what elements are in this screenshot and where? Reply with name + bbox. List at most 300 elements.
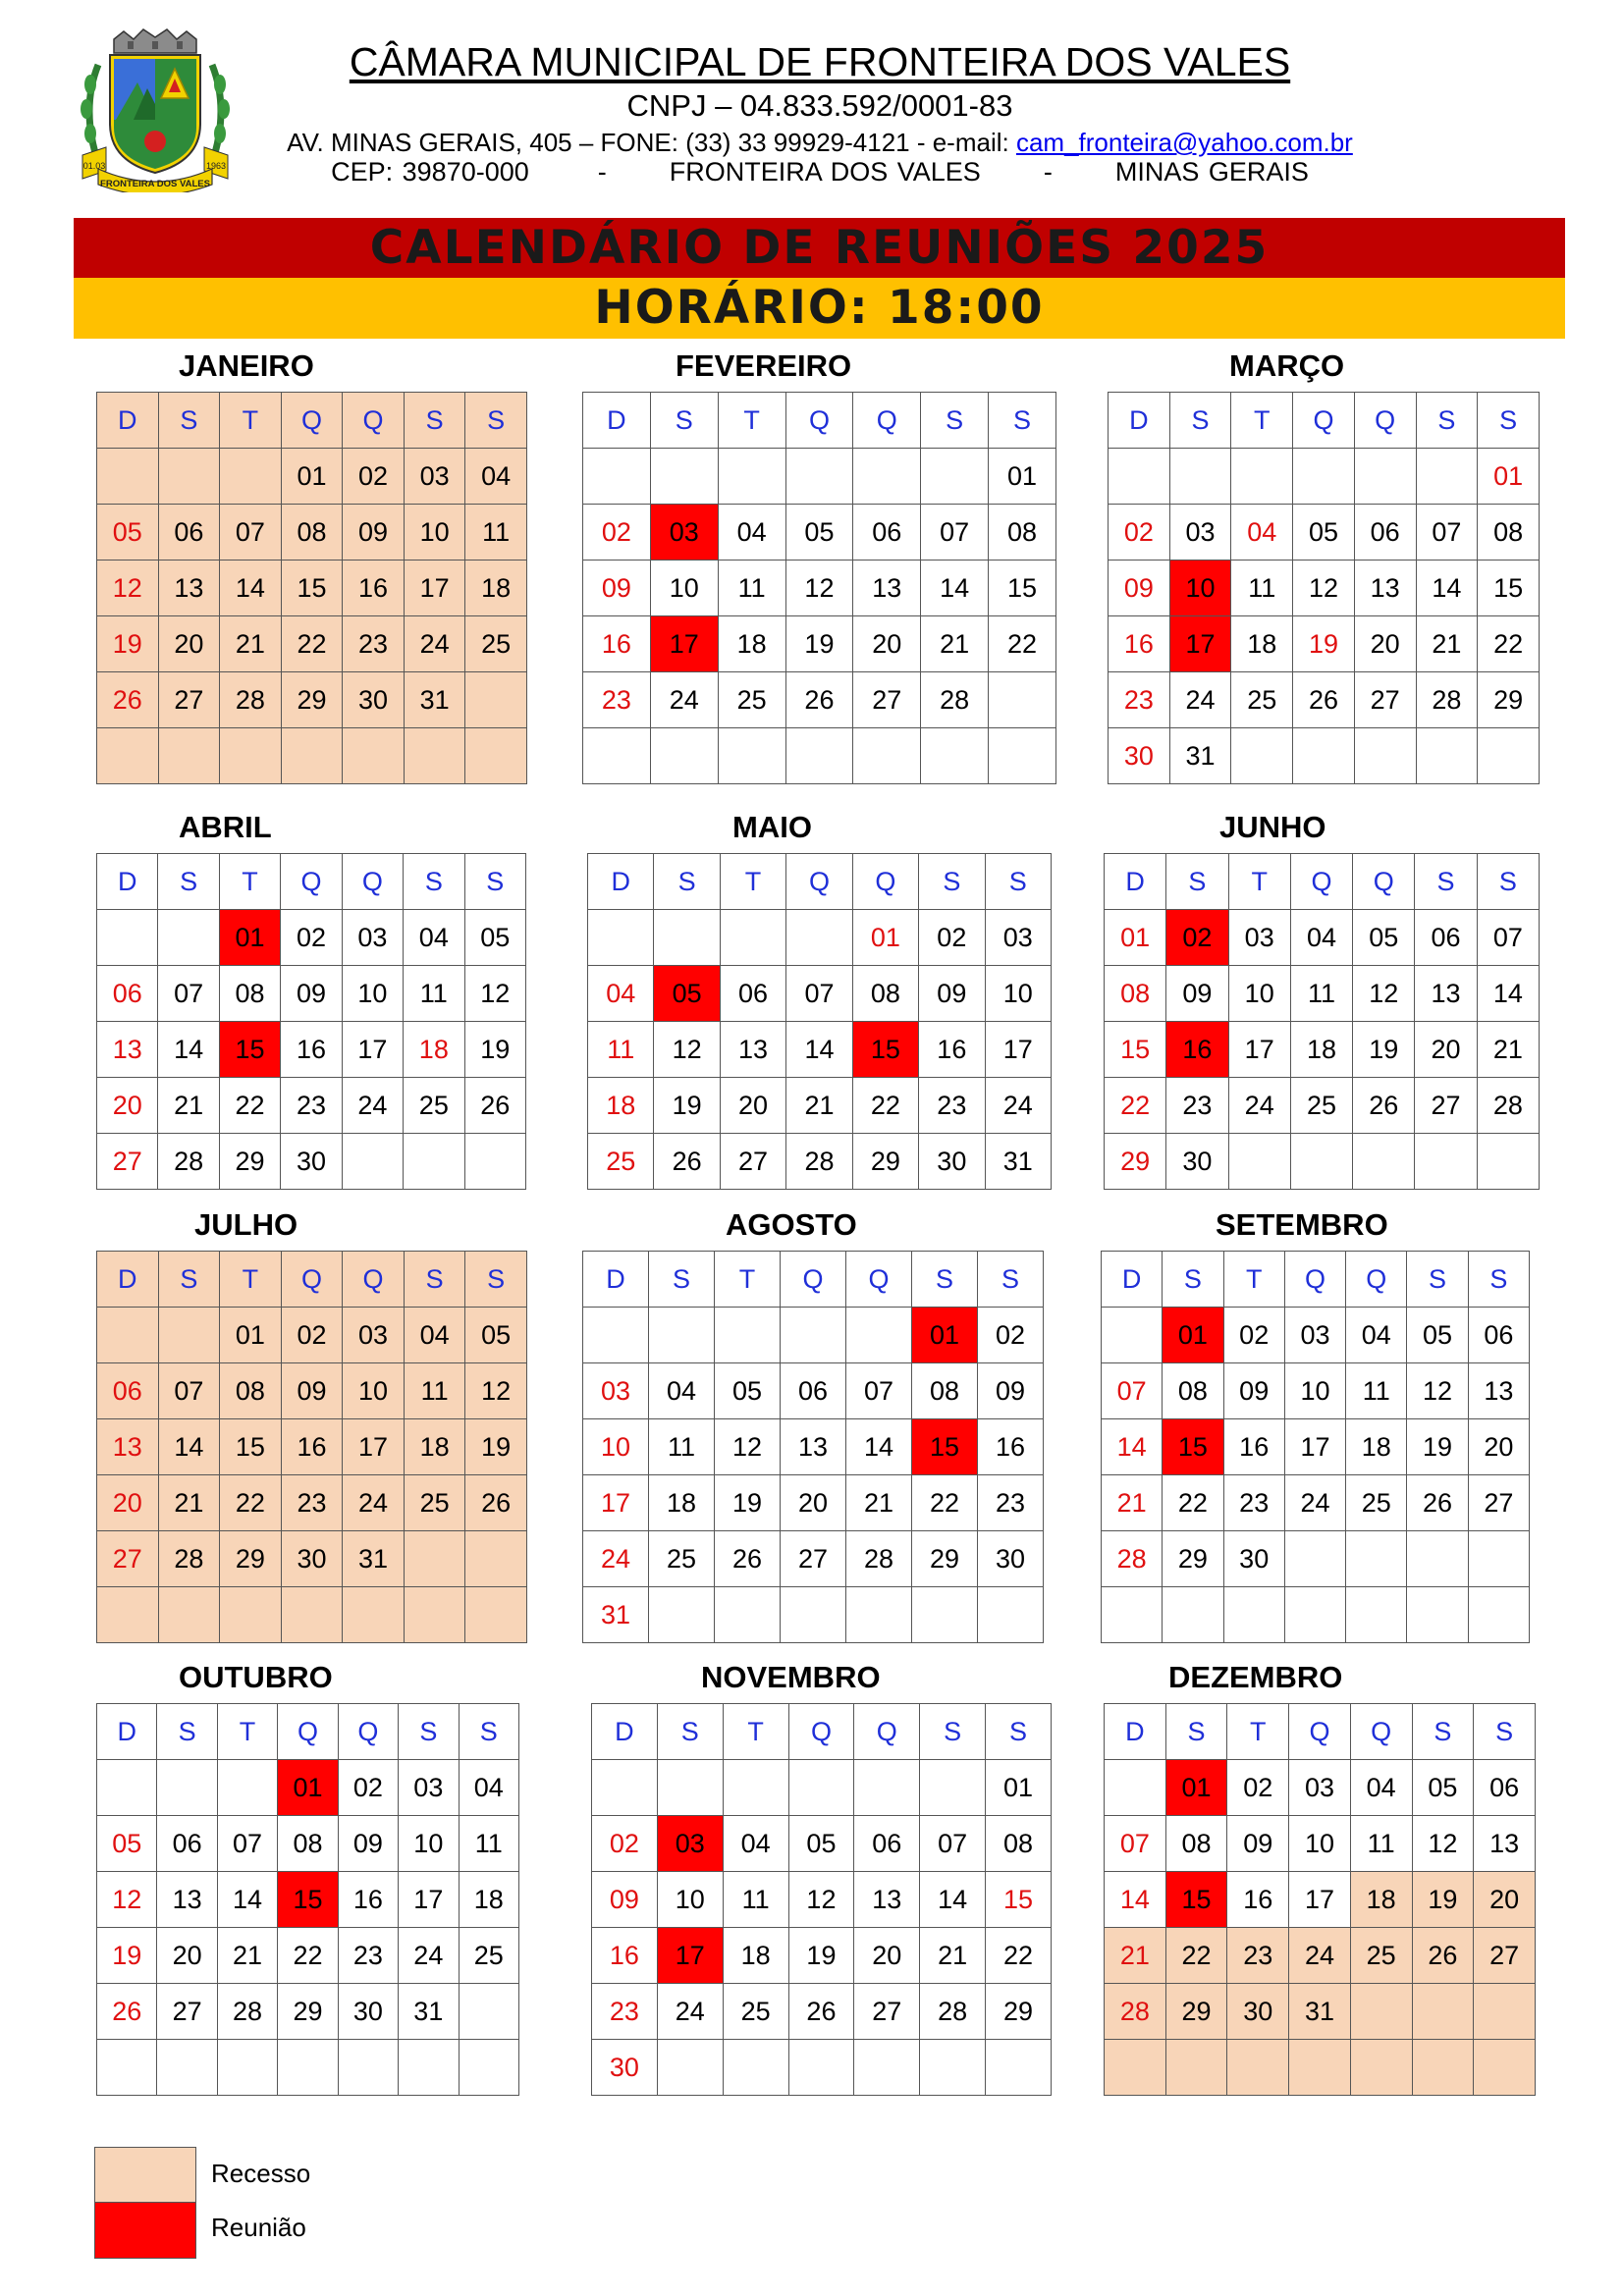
cep-separator: - xyxy=(1043,157,1053,187)
empty-day-cell xyxy=(921,728,989,784)
weekday-header: Q xyxy=(342,854,403,910)
day-cell: 17 xyxy=(985,1022,1051,1078)
day-cell: 04 xyxy=(404,910,464,966)
day-cell: 25 xyxy=(588,1134,654,1190)
empty-day-cell xyxy=(1165,2040,1227,2096)
empty-day-cell xyxy=(1354,728,1416,784)
day-cell: 30 xyxy=(281,1134,342,1190)
day-cell: 25 xyxy=(404,1475,465,1531)
empty-day-cell xyxy=(1223,1587,1284,1643)
day-cell: 13 xyxy=(781,1419,846,1475)
day-cell: 05 xyxy=(97,1816,157,1872)
day-cell: 16 xyxy=(583,616,651,672)
day-cell: 09 xyxy=(1109,561,1170,616)
day-cell: 23 xyxy=(1109,672,1170,728)
day-cell: 12 xyxy=(785,561,853,616)
day-cell: 14 xyxy=(1416,561,1478,616)
day-cell: 06 xyxy=(853,505,921,561)
day-cell: 12 xyxy=(1412,1816,1474,1872)
empty-day-cell xyxy=(846,1587,912,1643)
weekday-header: S xyxy=(1412,1704,1474,1760)
day-cell: 18 xyxy=(1231,616,1293,672)
recess-day-cell: 20 xyxy=(1474,1872,1536,1928)
day-cell: 29 xyxy=(912,1531,978,1587)
weekday-header: Q xyxy=(343,393,405,449)
recess-day-cell: 30 xyxy=(1227,1984,1289,2040)
empty-day-cell xyxy=(1227,2040,1289,2096)
empty-day-cell xyxy=(1346,1531,1407,1587)
day-cell: 19 xyxy=(465,1419,527,1475)
day-cell: 29 xyxy=(852,1134,918,1190)
day-cell: 25 xyxy=(649,1531,715,1587)
empty-day-cell xyxy=(1407,1531,1468,1587)
meeting-day-cell: 15 xyxy=(219,1022,280,1078)
day-cell: 27 xyxy=(854,1984,920,2040)
empty-day-cell xyxy=(157,2040,217,2096)
weekday-header: S xyxy=(399,1704,459,1760)
empty-day-cell xyxy=(788,2040,854,2096)
day-cell: 01 xyxy=(220,1308,282,1363)
day-cell: 06 xyxy=(781,1363,846,1419)
day-cell: 12 xyxy=(654,1022,720,1078)
day-cell: 06 xyxy=(1468,1308,1529,1363)
day-cell: 07 xyxy=(920,1816,986,1872)
day-cell: 20 xyxy=(1468,1419,1529,1475)
day-cell: 24 xyxy=(1228,1078,1290,1134)
day-cell: 06 xyxy=(1474,1760,1536,1816)
empty-day-cell xyxy=(989,728,1056,784)
month-grid xyxy=(582,1251,1044,1643)
weekday-header: T xyxy=(718,393,785,449)
day-cell: 10 xyxy=(404,505,465,561)
weekday-header: Q xyxy=(1284,1252,1345,1308)
day-cell: 14 xyxy=(1102,1419,1163,1475)
recess-day-cell: 18 xyxy=(1350,1872,1412,1928)
recess-day-cell: 28 xyxy=(1105,1984,1166,2040)
day-cell: 15 xyxy=(1105,1022,1166,1078)
day-cell: 04 xyxy=(465,449,527,505)
day-cell: 14 xyxy=(846,1419,912,1475)
meeting-day-cell: 15 xyxy=(1165,1872,1227,1928)
weekday-header: T xyxy=(1227,1704,1289,1760)
day-cell: 02 xyxy=(1227,1760,1289,1816)
day-cell: 23 xyxy=(281,1078,342,1134)
day-cell: 19 xyxy=(788,1928,854,1984)
weekday-header: S xyxy=(1169,393,1231,449)
month-grid xyxy=(1104,1703,1536,2096)
day-cell: 03 xyxy=(985,910,1051,966)
day-cell: 04 xyxy=(1350,1760,1412,1816)
empty-day-cell xyxy=(97,449,159,505)
day-cell: 27 xyxy=(158,672,220,728)
weekday-header: S xyxy=(1415,854,1477,910)
day-cell: 22 xyxy=(1105,1078,1166,1134)
day-cell: 08 xyxy=(219,966,280,1022)
day-cell: 16 xyxy=(1109,616,1170,672)
empty-day-cell xyxy=(1468,1531,1529,1587)
day-cell: 24 xyxy=(1169,672,1231,728)
day-cell: 30 xyxy=(1223,1531,1284,1587)
day-cell: 11 xyxy=(1350,1816,1412,1872)
meeting-day-cell: 05 xyxy=(654,966,720,1022)
day-cell: 09 xyxy=(281,966,342,1022)
day-cell: 09 xyxy=(1166,966,1228,1022)
day-cell: 30 xyxy=(281,1531,343,1587)
meeting-day-cell: 17 xyxy=(657,1928,723,1984)
day-cell: 07 xyxy=(1102,1363,1163,1419)
day-cell: 26 xyxy=(715,1531,781,1587)
day-cell: 17 xyxy=(399,1872,459,1928)
recess-day-cell: 21 xyxy=(1105,1928,1166,1984)
day-cell: 22 xyxy=(220,1475,282,1531)
day-cell: 12 xyxy=(1353,966,1415,1022)
day-cell: 12 xyxy=(464,966,525,1022)
empty-day-cell xyxy=(404,728,465,784)
day-cell: 20 xyxy=(97,1475,159,1531)
day-cell: 29 xyxy=(986,1984,1052,2040)
empty-day-cell xyxy=(1412,2040,1474,2096)
empty-day-cell xyxy=(465,1531,527,1587)
empty-day-cell xyxy=(583,728,651,784)
day-cell: 16 xyxy=(1227,1872,1289,1928)
day-cell: 09 xyxy=(338,1816,398,1872)
day-cell: 19 xyxy=(97,1928,157,1984)
meeting-time-banner: HORÁRIO: 18:00 xyxy=(74,278,1565,339)
day-cell: 25 xyxy=(1231,672,1293,728)
weekday-header: D xyxy=(1105,1704,1166,1760)
weekday-header: S xyxy=(1468,1252,1529,1308)
day-cell: 24 xyxy=(404,616,465,672)
day-cell: 22 xyxy=(986,1928,1052,1984)
cnpj-line: CNPJ – 04.833.592/0001-83 xyxy=(626,88,1013,123)
recess-day-cell: 31 xyxy=(1289,1984,1351,2040)
day-cell: 04 xyxy=(1231,505,1293,561)
month-grid xyxy=(96,1703,519,2096)
month-name: NOVEMBRO xyxy=(701,1660,881,1694)
day-cell: 08 xyxy=(912,1363,978,1419)
day-cell: 18 xyxy=(459,1872,518,1928)
day-cell: 31 xyxy=(343,1531,405,1587)
empty-day-cell xyxy=(786,910,852,966)
weekday-header: S xyxy=(919,854,985,910)
day-cell: 18 xyxy=(718,616,785,672)
day-cell: 23 xyxy=(281,1475,343,1531)
day-cell: 05 xyxy=(1293,505,1355,561)
weekday-header: S xyxy=(978,1252,1044,1308)
day-cell: 15 xyxy=(220,1419,282,1475)
month-grid xyxy=(1101,1251,1530,1643)
day-cell: 22 xyxy=(281,616,343,672)
day-cell: 17 xyxy=(1228,1022,1290,1078)
empty-day-cell xyxy=(97,1760,157,1816)
day-cell: 06 xyxy=(97,966,158,1022)
day-cell: 03 xyxy=(1228,910,1290,966)
empty-day-cell xyxy=(854,1760,920,1816)
institution-title: CÂMARA MUNICIPAL DE FRONTEIRA DOS VALES xyxy=(349,39,1291,84)
day-cell: 26 xyxy=(1353,1078,1415,1134)
day-cell: 03 xyxy=(342,910,403,966)
month-name: FEVEREIRO xyxy=(676,348,852,383)
recess-day-cell: 27 xyxy=(1474,1928,1536,1984)
weekday-header: S xyxy=(654,854,720,910)
day-cell: 08 xyxy=(852,966,918,1022)
day-cell: 24 xyxy=(1284,1475,1345,1531)
day-cell: 23 xyxy=(919,1078,985,1134)
day-cell: 12 xyxy=(97,1872,157,1928)
day-cell: 25 xyxy=(723,1984,788,2040)
day-cell: 21 xyxy=(217,1928,277,1984)
day-cell: 29 xyxy=(220,1531,282,1587)
day-cell: 16 xyxy=(592,1928,658,1984)
empty-day-cell xyxy=(459,1984,518,2040)
day-cell: 06 xyxy=(1415,910,1477,966)
day-cell: 18 xyxy=(649,1475,715,1531)
day-cell: 19 xyxy=(715,1475,781,1531)
day-cell: 02 xyxy=(281,1308,343,1363)
empty-day-cell xyxy=(715,1587,781,1643)
day-cell: 08 xyxy=(1163,1363,1223,1419)
day-cell: 13 xyxy=(1474,1816,1536,1872)
day-cell: 13 xyxy=(1354,561,1416,616)
empty-day-cell xyxy=(978,1587,1044,1643)
weekday-header: Q xyxy=(853,393,921,449)
day-cell: 22 xyxy=(1478,616,1540,672)
day-cell: 13 xyxy=(157,1872,217,1928)
meeting-day-cell: 01 xyxy=(1163,1308,1223,1363)
empty-day-cell xyxy=(921,449,989,505)
day-cell: 14 xyxy=(921,561,989,616)
weekday-header: Q xyxy=(1290,854,1352,910)
empty-day-cell xyxy=(785,728,853,784)
day-cell: 30 xyxy=(338,1984,398,2040)
day-cell: 10 xyxy=(399,1816,459,1872)
day-cell: 31 xyxy=(1169,728,1231,784)
day-cell: 11 xyxy=(404,966,464,1022)
day-cell: 07 xyxy=(846,1363,912,1419)
empty-day-cell xyxy=(158,449,220,505)
weekday-header: S xyxy=(158,1252,220,1308)
meeting-day-cell: 03 xyxy=(657,1816,723,1872)
day-cell: 29 xyxy=(281,672,343,728)
empty-day-cell xyxy=(723,1760,788,1816)
crest-ribbon-text: FRONTEIRA DOS VALES xyxy=(100,179,210,189)
meeting-day-cell: 16 xyxy=(1166,1022,1228,1078)
day-cell: 16 xyxy=(281,1022,342,1078)
empty-day-cell xyxy=(158,910,219,966)
month-grid xyxy=(96,853,526,1190)
empty-day-cell xyxy=(912,1587,978,1643)
day-cell: 07 xyxy=(220,505,282,561)
empty-day-cell xyxy=(459,2040,518,2096)
weekday-header: D xyxy=(588,854,654,910)
day-cell: 24 xyxy=(985,1078,1051,1134)
day-cell: 05 xyxy=(97,505,159,561)
day-cell: 20 xyxy=(720,1078,785,1134)
day-cell: 01 xyxy=(989,449,1056,505)
day-cell: 02 xyxy=(343,449,405,505)
day-cell: 14 xyxy=(158,1419,220,1475)
empty-day-cell xyxy=(1228,1134,1290,1190)
weekday-header: S xyxy=(921,393,989,449)
empty-day-cell xyxy=(853,449,921,505)
day-cell: 29 xyxy=(278,1984,338,2040)
day-cell: 26 xyxy=(654,1134,720,1190)
day-cell: 13 xyxy=(1415,966,1477,1022)
day-cell: 19 xyxy=(785,616,853,672)
day-cell: 23 xyxy=(978,1475,1044,1531)
empty-day-cell xyxy=(404,1587,465,1643)
day-cell: 29 xyxy=(1105,1134,1166,1190)
empty-day-cell xyxy=(342,1134,403,1190)
day-cell: 28 xyxy=(220,672,282,728)
recess-day-cell: 19 xyxy=(1412,1872,1474,1928)
day-cell: 03 xyxy=(1169,505,1231,561)
day-cell: 10 xyxy=(657,1872,723,1928)
day-cell: 27 xyxy=(1354,672,1416,728)
day-cell: 28 xyxy=(786,1134,852,1190)
empty-day-cell xyxy=(920,2040,986,2096)
empty-day-cell xyxy=(1109,449,1170,505)
day-cell: 09 xyxy=(281,1363,343,1419)
day-cell: 21 xyxy=(846,1475,912,1531)
empty-day-cell xyxy=(1415,1134,1477,1190)
day-cell: 11 xyxy=(723,1872,788,1928)
empty-day-cell xyxy=(281,1587,343,1643)
day-cell: 29 xyxy=(1478,672,1540,728)
day-cell: 25 xyxy=(459,1928,518,1984)
day-cell: 18 xyxy=(588,1078,654,1134)
day-cell: 28 xyxy=(1477,1078,1539,1134)
day-cell: 06 xyxy=(1354,505,1416,561)
weekday-header: D xyxy=(97,393,159,449)
day-cell: 06 xyxy=(157,1816,217,1872)
day-cell: 20 xyxy=(157,1928,217,1984)
day-cell: 11 xyxy=(588,1022,654,1078)
day-cell: 08 xyxy=(1105,966,1166,1022)
month-grid xyxy=(587,853,1052,1190)
meeting-day-cell: 15 xyxy=(852,1022,918,1078)
weekday-header: S xyxy=(157,1704,217,1760)
day-cell: 27 xyxy=(97,1531,159,1587)
empty-day-cell xyxy=(399,2040,459,2096)
empty-day-cell xyxy=(1284,1531,1345,1587)
weekday-header: T xyxy=(217,1704,277,1760)
day-cell: 25 xyxy=(404,1078,464,1134)
day-cell: 27 xyxy=(1468,1475,1529,1531)
empty-day-cell xyxy=(650,449,718,505)
day-cell: 25 xyxy=(465,616,527,672)
weekday-header: S xyxy=(158,393,220,449)
day-cell: 01 xyxy=(281,449,343,505)
empty-day-cell xyxy=(781,1587,846,1643)
day-cell: 18 xyxy=(404,1022,464,1078)
weekday-header: D xyxy=(1105,854,1166,910)
empty-day-cell xyxy=(846,1308,912,1363)
weekday-header: T xyxy=(1223,1252,1284,1308)
empty-day-cell xyxy=(1163,1587,1223,1643)
weekday-header: Q xyxy=(1289,1704,1351,1760)
weekday-header: D xyxy=(583,393,651,449)
day-cell: 27 xyxy=(781,1531,846,1587)
day-cell: 15 xyxy=(989,561,1056,616)
day-cell: 21 xyxy=(220,616,282,672)
empty-day-cell xyxy=(1231,728,1293,784)
day-cell: 24 xyxy=(399,1928,459,1984)
weekday-header: S xyxy=(649,1252,715,1308)
weekday-header: S xyxy=(985,854,1051,910)
month-grid xyxy=(1108,392,1540,784)
empty-day-cell xyxy=(97,910,158,966)
recess-day-cell: 26 xyxy=(1412,1928,1474,1984)
month-name: JULHO xyxy=(194,1207,298,1242)
weekday-header: Q xyxy=(785,393,853,449)
day-cell: 08 xyxy=(278,1816,338,1872)
weekday-header: Q xyxy=(281,393,343,449)
day-cell: 06 xyxy=(720,966,785,1022)
day-cell: 14 xyxy=(158,1022,219,1078)
day-cell: 19 xyxy=(1353,1022,1415,1078)
month-grid xyxy=(96,392,527,784)
day-cell: 31 xyxy=(985,1134,1051,1190)
day-cell: 27 xyxy=(97,1134,158,1190)
empty-day-cell xyxy=(1289,2040,1351,2096)
empty-day-cell xyxy=(465,1587,527,1643)
day-cell: 15 xyxy=(281,561,343,616)
meeting-day-cell: 01 xyxy=(219,910,280,966)
empty-day-cell xyxy=(1346,1587,1407,1643)
day-cell: 22 xyxy=(219,1078,280,1134)
empty-day-cell xyxy=(1293,449,1355,505)
day-cell: 09 xyxy=(1227,1816,1289,1872)
empty-day-cell xyxy=(404,1134,464,1190)
day-cell: 04 xyxy=(588,966,654,1022)
day-cell: 02 xyxy=(1223,1308,1284,1363)
month-grid xyxy=(96,1251,527,1643)
meeting-day-cell: 01 xyxy=(912,1308,978,1363)
day-cell: 12 xyxy=(1407,1363,1468,1419)
day-cell: 08 xyxy=(986,1816,1052,1872)
empty-day-cell xyxy=(343,1587,405,1643)
day-cell: 30 xyxy=(978,1531,1044,1587)
weekday-header: D xyxy=(97,1252,159,1308)
day-cell: 20 xyxy=(854,1928,920,1984)
weekday-header: Q xyxy=(846,1252,912,1308)
day-cell: 12 xyxy=(1293,561,1355,616)
day-cell: 04 xyxy=(649,1363,715,1419)
meeting-day-cell: 01 xyxy=(278,1760,338,1816)
day-cell: 08 xyxy=(220,1363,282,1419)
day-cell: 16 xyxy=(338,1872,398,1928)
day-cell: 22 xyxy=(989,616,1056,672)
day-cell: 09 xyxy=(592,1872,658,1928)
empty-day-cell xyxy=(657,2040,723,2096)
day-cell: 14 xyxy=(920,1872,986,1928)
weekday-header: S xyxy=(1477,854,1539,910)
email-link[interactable]: cam_fronteira@yahoo.com.br xyxy=(1015,128,1353,157)
month-grid xyxy=(1104,853,1540,1190)
empty-day-cell xyxy=(592,1760,658,1816)
empty-day-cell xyxy=(1169,449,1231,505)
day-cell: 28 xyxy=(217,1984,277,2040)
day-cell: 19 xyxy=(1293,616,1355,672)
day-cell: 30 xyxy=(592,2040,658,2096)
day-cell: 23 xyxy=(592,1984,658,2040)
day-cell: 27 xyxy=(853,672,921,728)
address-line xyxy=(250,128,1389,158)
empty-day-cell xyxy=(788,1760,854,1816)
recess-day-cell: 24 xyxy=(1289,1928,1351,1984)
empty-day-cell xyxy=(158,1308,220,1363)
